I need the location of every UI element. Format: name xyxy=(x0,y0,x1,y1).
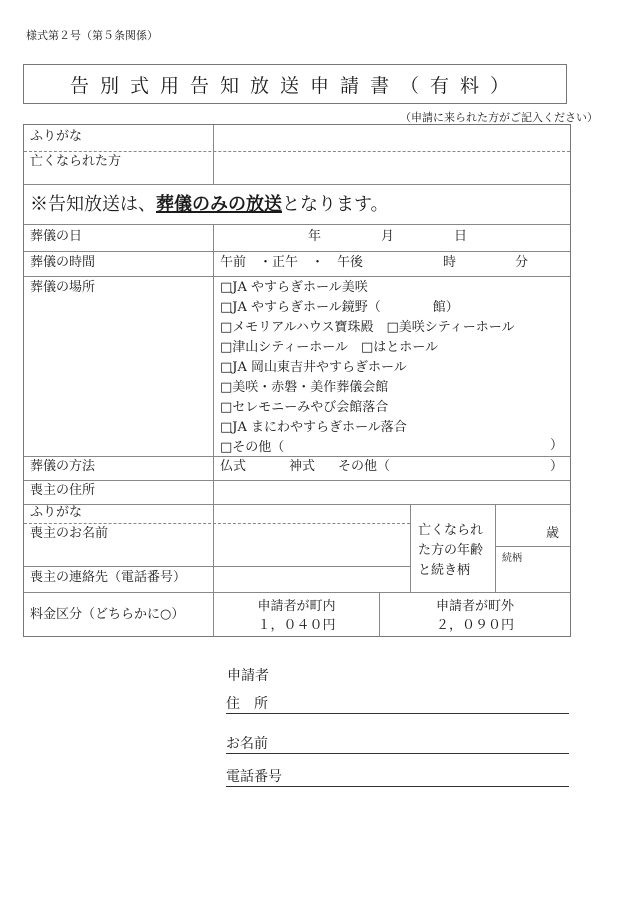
form-code: 様式第２号（第５条関係） xyxy=(26,29,158,42)
divider xyxy=(410,504,411,592)
fee-label: 料金区分（どちらかに○） xyxy=(30,607,185,622)
applicant-phone-label: 電話番号 xyxy=(226,769,282,785)
age-unit: 歳 xyxy=(546,526,560,541)
minute-label: 分 xyxy=(515,255,529,270)
funeral-place-label: 葬儀の場所 xyxy=(30,280,96,295)
notice-emphasis: 葬儀のみの放送 xyxy=(156,194,282,215)
venue-option[interactable]: □JA やすらぎホール鏡野（ 館） xyxy=(220,300,459,315)
venue-option[interactable]: □美咲・赤磐・美作葬儀会館 xyxy=(220,380,389,395)
mourner-phone-label: 喪主の連絡先（電話番号） xyxy=(30,570,187,585)
funeral-date-label: 葬儀の日 xyxy=(30,229,83,244)
fee-outside-amount: ２，０９０円 xyxy=(435,618,514,633)
venue-options xyxy=(220,278,514,458)
fee-inside-option[interactable] xyxy=(214,597,379,635)
divider xyxy=(24,251,570,252)
venue-option[interactable]: □JA まにわやすらぎホール落合 xyxy=(220,420,407,435)
fee-outside-option[interactable] xyxy=(380,597,570,635)
fee-inside-label: 申請者が町内 xyxy=(257,599,336,614)
hour-label: 時 xyxy=(443,255,457,270)
day-label: 日 xyxy=(454,229,468,244)
funeral-time-label: 葬儀の時間 xyxy=(30,255,96,270)
deceased-name-field[interactable] xyxy=(216,153,568,183)
mourner-name-field[interactable] xyxy=(216,525,408,565)
age-relation-label xyxy=(418,521,483,581)
divider xyxy=(213,125,214,184)
applicant-name-field[interactable] xyxy=(226,733,569,754)
mourner-address-label: 喪主の住所 xyxy=(30,483,96,498)
broadcast-notice xyxy=(30,194,389,216)
notice-suffix: となります。 xyxy=(282,194,389,215)
dashed-divider xyxy=(24,151,570,152)
fee-inside-amount: １，０４０円 xyxy=(257,618,336,633)
venue-option[interactable]: □津山シティーホール □はとホール xyxy=(220,340,439,355)
deceased-furigana-label: ふりがな xyxy=(30,129,83,144)
method-other[interactable]: その他（ xyxy=(338,459,391,474)
deceased-name-label: 亡くなられた方 xyxy=(30,154,122,169)
venue-option[interactable]: □JA やすらぎホール美咲 xyxy=(220,280,368,295)
method-shinto[interactable]: 神式 xyxy=(289,459,316,474)
method-other-close: ） xyxy=(550,459,564,474)
mourner-address-field[interactable] xyxy=(216,482,568,504)
divider xyxy=(213,224,214,637)
fill-in-note: （申請に来られた方がご記入ください） xyxy=(400,111,598,124)
divider xyxy=(24,456,570,457)
time-period-options[interactable]: 午前 ・正午 ・ 午後 xyxy=(220,255,364,270)
other-venue-close: ） xyxy=(550,438,564,453)
venue-option[interactable]: □JA 岡山東吉井やすらぎホール xyxy=(220,360,407,375)
applicant-heading: 申請者 xyxy=(227,668,269,684)
mourner-furigana-label: ふりがな xyxy=(30,505,83,520)
divider xyxy=(24,184,570,185)
page-title xyxy=(23,64,567,104)
method-buddhist[interactable]: 仏式 xyxy=(220,459,247,474)
applicant-address-field[interactable] xyxy=(226,693,569,714)
relation-label: 続柄 xyxy=(502,553,522,564)
divider xyxy=(495,504,496,592)
age-relation-label-line: 亡くなられ xyxy=(418,523,484,538)
fee-outside-label: 申請者が町外 xyxy=(435,599,514,614)
venue-option[interactable]: □セレモニーみやび会館落合 xyxy=(220,400,389,415)
applicant-phone-field[interactable] xyxy=(226,766,569,787)
dashed-divider xyxy=(24,523,410,524)
age-relation-label-line: た方の年齢 xyxy=(418,543,484,558)
divider xyxy=(24,276,570,277)
year-label: 年 xyxy=(308,229,322,244)
mourner-phone-field[interactable] xyxy=(216,568,408,590)
divider xyxy=(24,504,570,505)
deceased-furigana-field[interactable] xyxy=(216,126,568,150)
applicant-address-label: 住 所 xyxy=(226,696,268,712)
divider xyxy=(24,592,570,593)
funeral-method-label: 葬儀の方法 xyxy=(30,459,96,474)
venue-option[interactable]: □メモリアルハウス寶珠殿 □美咲シティーホール xyxy=(220,320,515,335)
divider xyxy=(24,566,410,567)
divider xyxy=(24,224,570,225)
application-table xyxy=(23,124,571,637)
age-relation-label-line: と続き柄 xyxy=(418,563,471,578)
title-text: 告別式用告知放送申請書（有料） xyxy=(69,74,520,97)
venue-option[interactable]: □その他（ xyxy=(220,440,285,455)
mourner-furigana-field[interactable] xyxy=(216,506,408,522)
mourner-name-label: 喪主のお名前 xyxy=(30,526,109,541)
month-label: 月 xyxy=(381,229,395,244)
notice-prefix: ※告知放送は、 xyxy=(30,194,156,215)
divider xyxy=(495,546,570,547)
applicant-name-label: お名前 xyxy=(226,736,268,752)
divider xyxy=(24,480,570,481)
